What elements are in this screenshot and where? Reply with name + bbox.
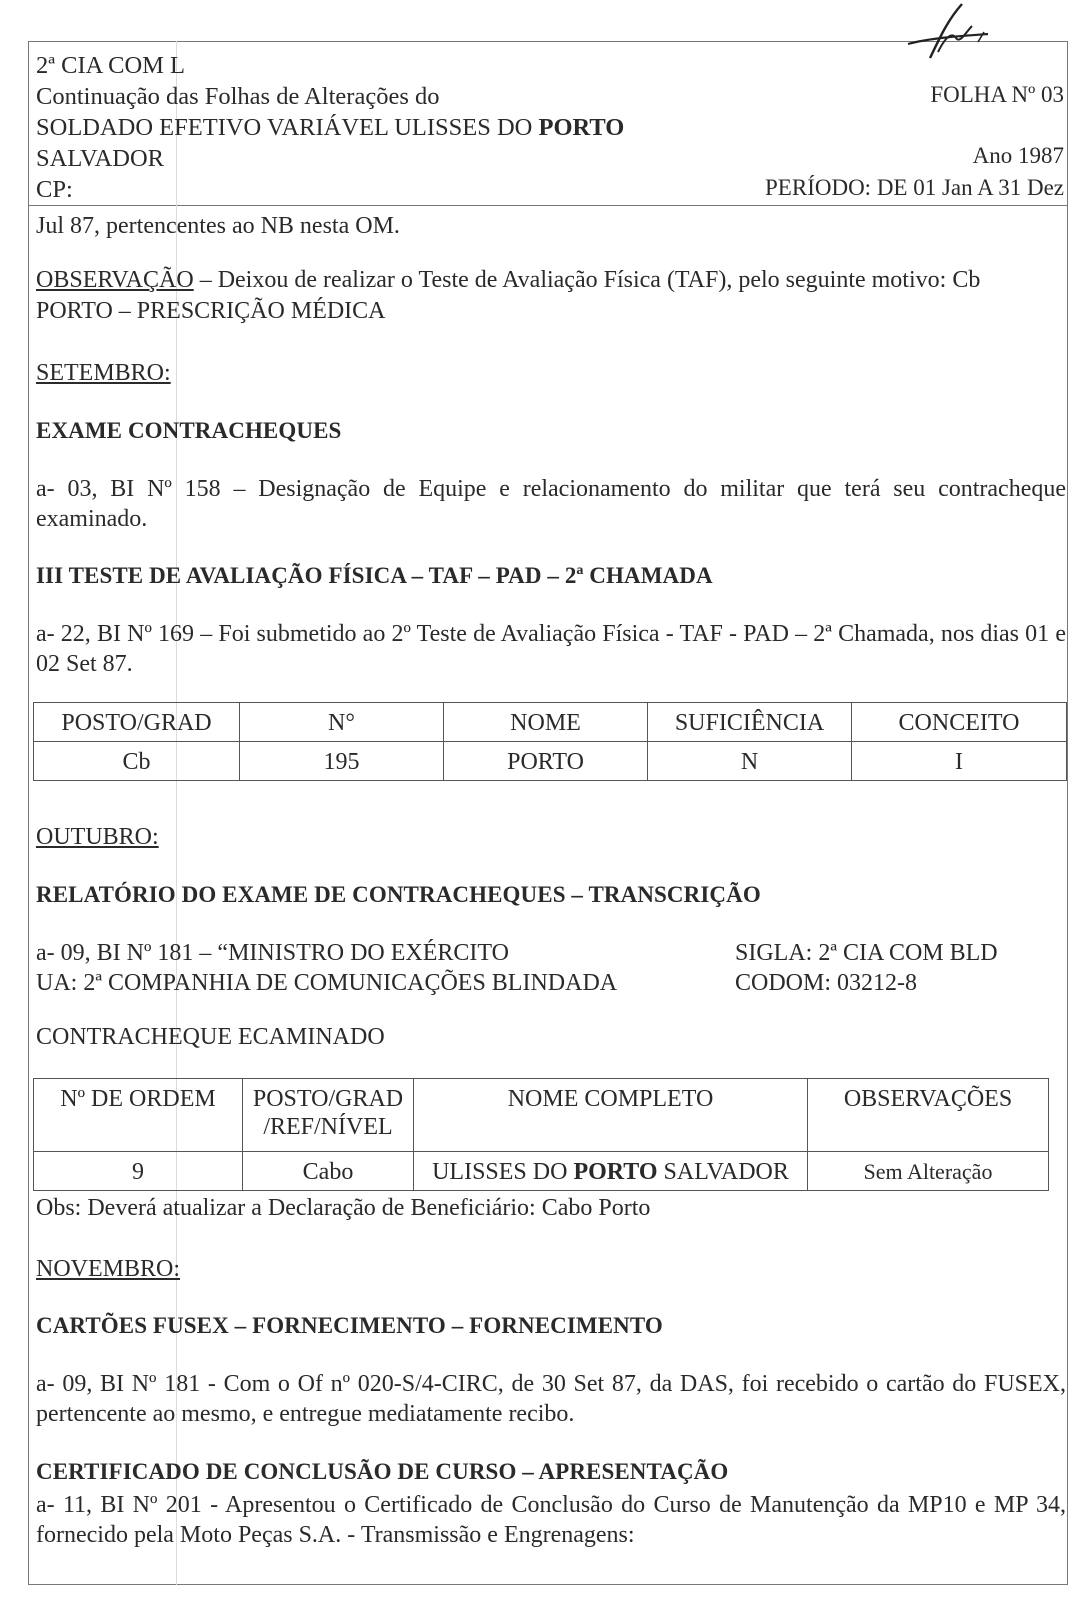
table-header-cell: Nº DE ORDEM	[34, 1079, 243, 1152]
city-line: SALVADOR	[36, 145, 164, 172]
observation-line: OBSERVAÇÃO – Deixou de realizar o Teste de Avaliação Física (TAF), pelo seguinte motivo: Cb	[36, 267, 981, 293]
section-october: OUTUBRO:	[36, 824, 159, 850]
table-cell: Sem Alteração	[808, 1152, 1049, 1191]
table-header-cell: NOME	[444, 703, 648, 742]
table-cell: N	[648, 742, 852, 781]
observation-line-2: PORTO – PRESCRIÇÃO MÉDICA	[36, 298, 386, 324]
table-cell: 9	[34, 1152, 243, 1191]
cartoes-text: a- 09, BI Nº 181 - Com o Of nº 020-S/4-CIRC, de 30 Set 87, da DAS, foi recebido o cartão do FUSEX, pertencente ao mesmo, e entregue mediatamente recibo.	[36, 1371, 1066, 1427]
table-header-cell: CONCEITO	[852, 703, 1067, 742]
period-label: PERÍODO: DE 01 Jan A 31 Dez	[765, 175, 1064, 200]
table-header-cell: N°	[240, 703, 444, 742]
table-cell: 195	[240, 742, 444, 781]
table-cell: ULISSES DO PORTO SALVADOR	[414, 1152, 808, 1191]
table-cell: Cb	[34, 742, 240, 781]
contracheque-table	[33, 1078, 1049, 1191]
codom-label: CODOM: 03212-8	[735, 970, 918, 996]
table-header-row	[34, 703, 1067, 742]
table-header-cell: OBSERVAÇÕES	[808, 1079, 1049, 1152]
table-cell: Cabo	[243, 1152, 414, 1191]
table-row	[34, 1152, 1049, 1191]
heading-taf: III TESTE DE AVALIAÇÃO FÍSICA – TAF – PAD – 2ª CHAMADA	[36, 563, 713, 588]
table-row	[34, 742, 1067, 781]
table-header-row	[34, 1079, 1049, 1152]
heading-cartoes-fusex: CARTÕES FUSEX – FORNECIMENTO – FORNECIMENTO	[36, 1313, 663, 1338]
taf-text: a- 22, BI Nº 169 – Foi submetido ao 2º Teste de Avaliação Física - TAF - PAD – 2ª Chamada, nos dias 01 e 02 Set 87.	[36, 621, 1066, 677]
continuation-line: Continuação das Folhas de Alterações do	[36, 83, 440, 110]
heading-certificado: CERTIFICADO DE CONCLUSÃO DE CURSO – APRESENTAÇÃO	[36, 1459, 729, 1484]
sheet-number: FOLHA Nº 03	[930, 82, 1064, 107]
section-september: SETEMBRO:	[36, 360, 171, 386]
unit-name: 2ª CIA COM L	[36, 52, 186, 79]
july-line: Jul 87, pertencentes ao NB nesta OM.	[36, 213, 400, 239]
heading-exame-contracheques: EXAME CONTRACHEQUES	[36, 418, 342, 443]
table-header-cell: POSTO/GRAD /REF/NÍVEL	[243, 1079, 414, 1152]
table-header-cell: SUFICIÊNCIA	[648, 703, 852, 742]
taf-table	[33, 702, 1067, 781]
relatorio-line-1: a- 09, BI Nº 181 – “MINISTRO DO EXÉRCITO	[36, 940, 509, 966]
exame-text: a- 03, BI Nº 158 – Designação de Equipe e relacionamento do militar que terá seu contracheque examinado.	[36, 476, 1066, 532]
year-label: Ano 1987	[972, 143, 1064, 168]
table-cell: PORTO	[444, 742, 648, 781]
relatorio-line-2: UA: 2ª COMPANHIA DE COMUNICAÇÕES BLINDADA	[36, 970, 618, 996]
table-header-cell: NOME COMPLETO	[414, 1079, 808, 1152]
soldier-name: SOLDADO EFETIVO VARIÁVEL ULISSES DO PORTO	[36, 114, 625, 141]
section-november: NOVEMBRO:	[36, 1256, 181, 1282]
cp-line: CP:	[36, 176, 73, 203]
signature-mark	[890, 2, 1000, 60]
sigla-label: SIGLA: 2ª CIA COM BLD	[735, 940, 998, 966]
heading-relatorio: RELATÓRIO DO EXAME DE CONTRACHEQUES – TRANSCRIÇÃO	[36, 882, 761, 907]
table-header-cell: POSTO/GRAD	[34, 703, 240, 742]
table-cell: I	[852, 742, 1067, 781]
beneficiary-note: Obs: Deverá atualizar a Declaração de Beneficiário: Cabo Porto	[36, 1195, 651, 1221]
certificado-text: a- 11, BI Nº 201 - Apresentou o Certificado de Conclusão do Curso de Manutenção da MP10 e MP 34, fornecido pela Moto Peças S.A. - Transmissão e Engrenagens:	[36, 1492, 1066, 1548]
header-divider	[28, 205, 1068, 206]
contracheque-label: CONTRACHEQUE ECAMINADO	[36, 1024, 385, 1050]
